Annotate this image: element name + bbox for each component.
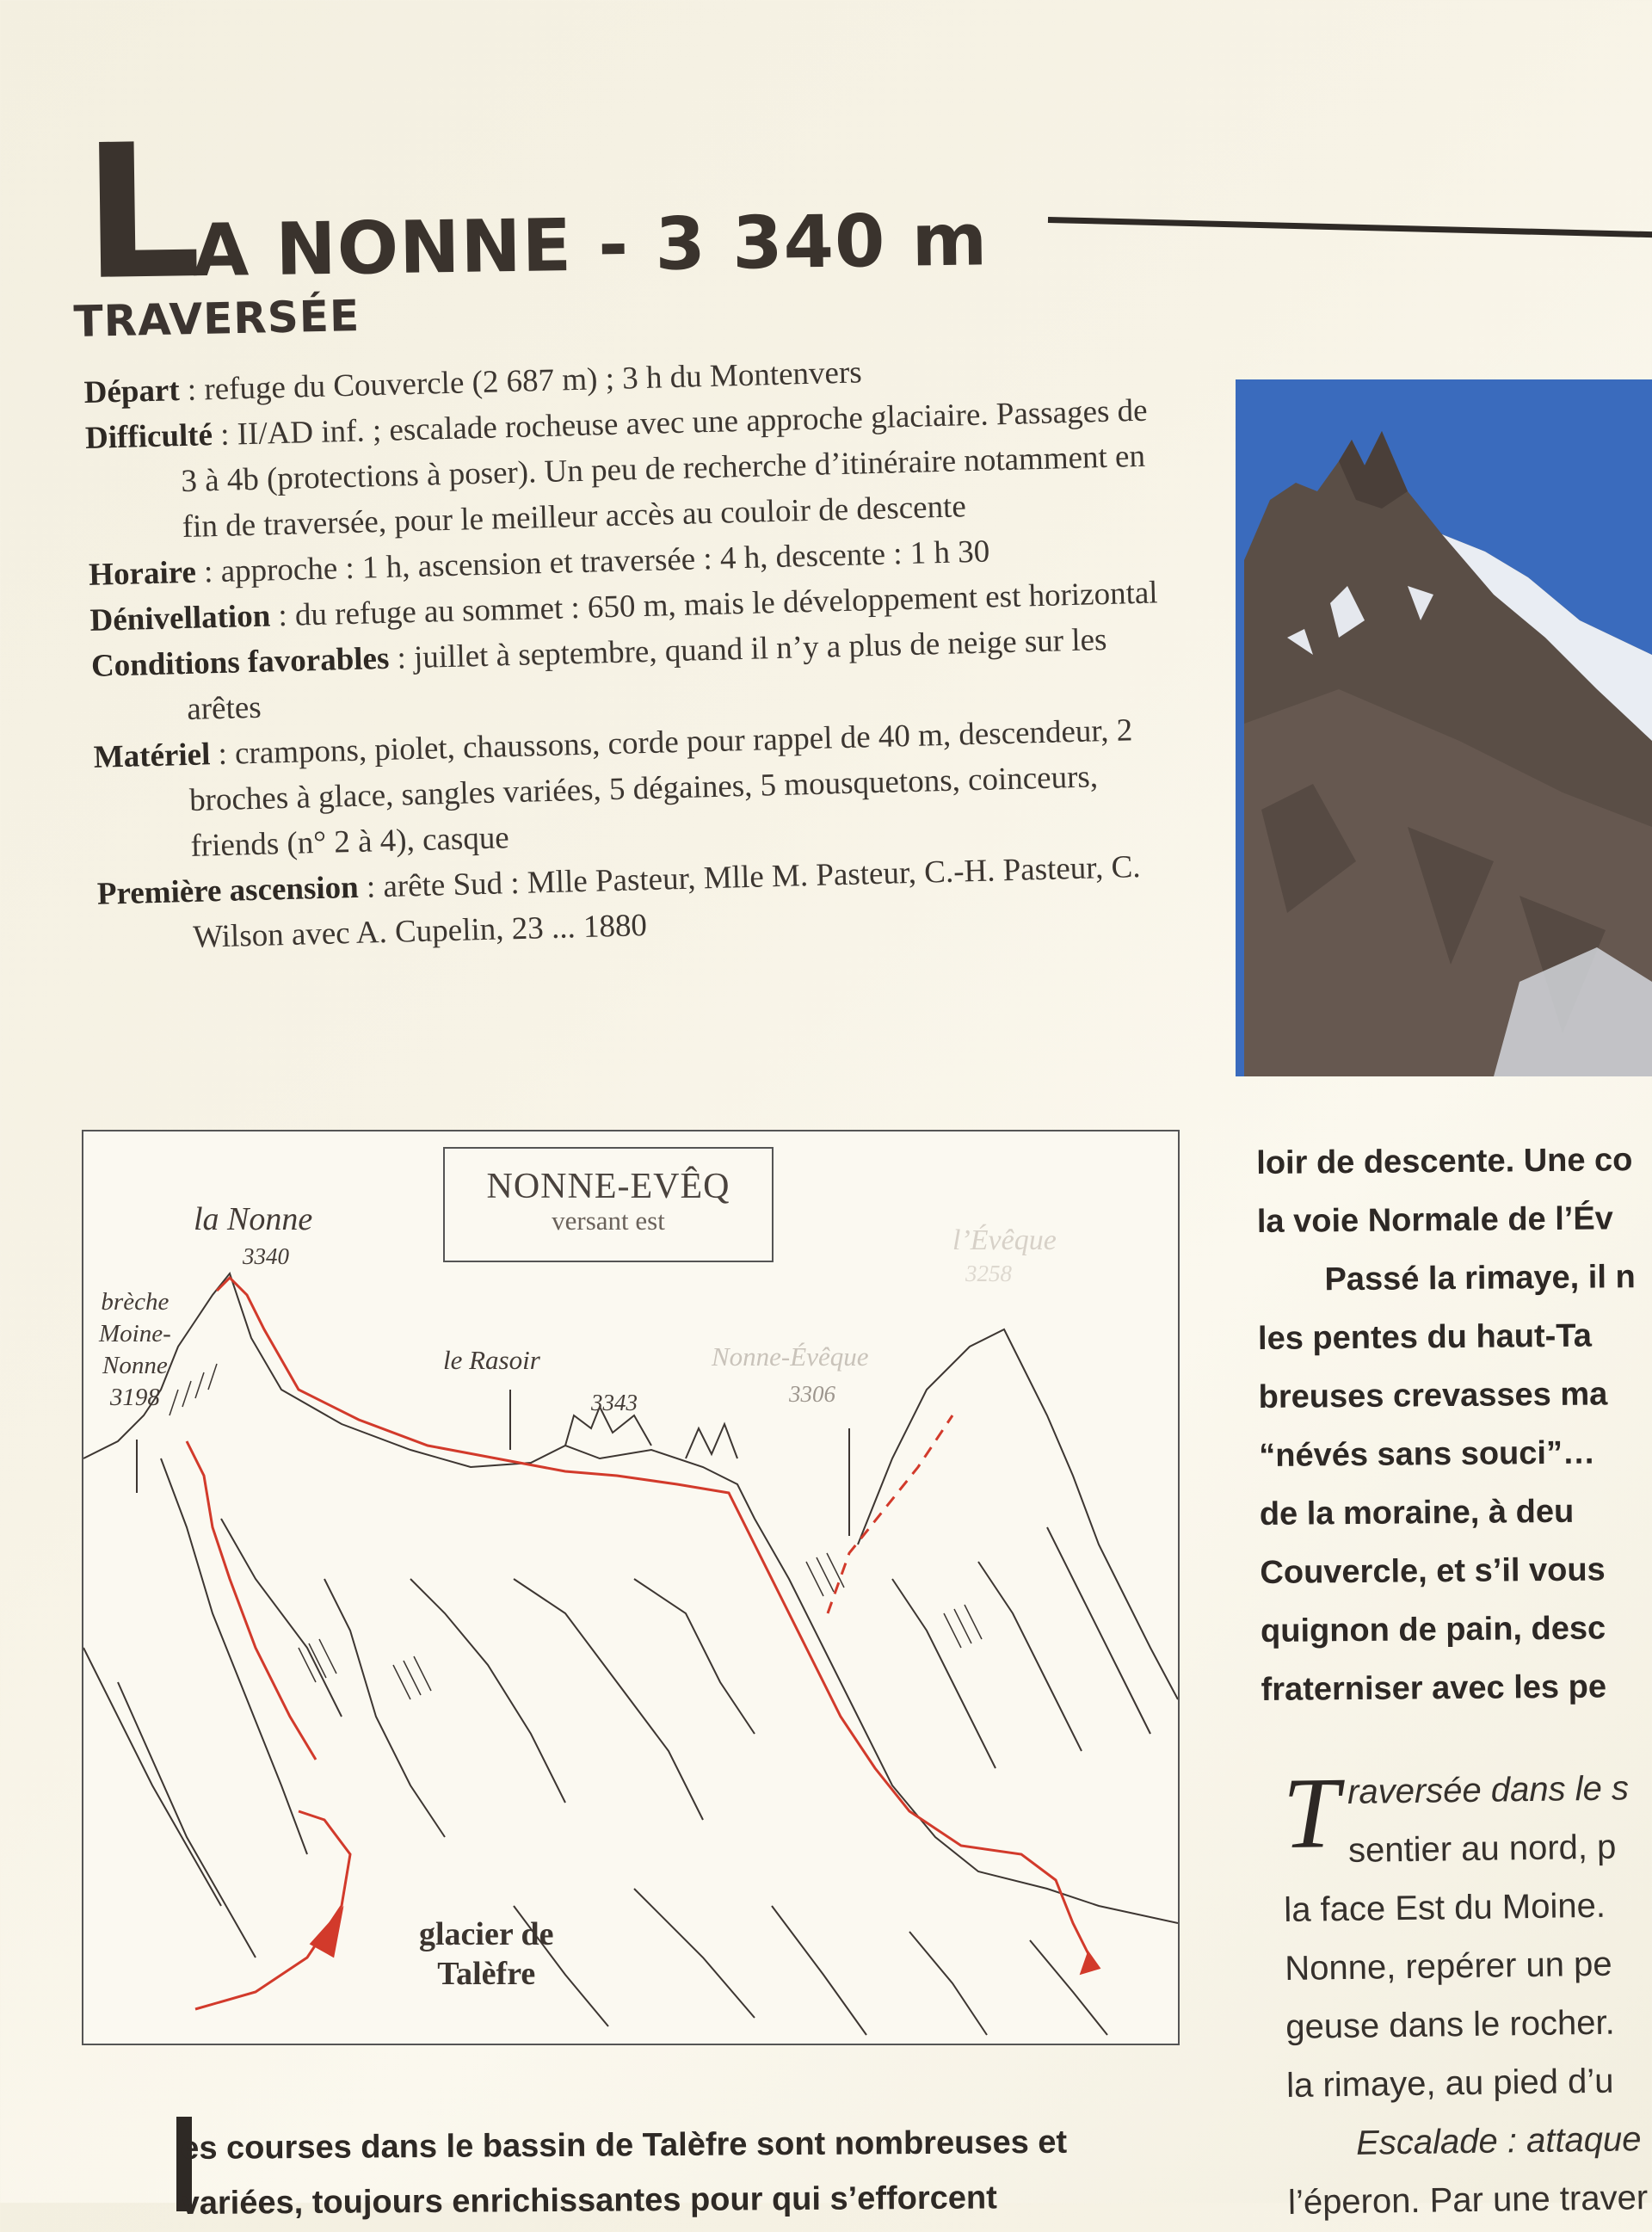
- spec-text: : approche : 1 h, ascension et traversée : 4 h, descente : 1 h 30: [195, 533, 990, 590]
- title-rule: [1048, 217, 1652, 238]
- spec-text: : juillet à septembre, quand il n’y a plus de neige sur les arêtes: [186, 621, 1107, 727]
- paragraph-dropcap: T: [1281, 1756, 1341, 1870]
- spec-text: : refuge du Couvercle (2 687 m) ; 3 h du Montenvers: [179, 355, 863, 409]
- label-glacier: glacier de Talèfre: [419, 1916, 554, 1992]
- text-line: l’éperon. Par une traver: [1287, 2179, 1649, 2222]
- spec-key: Horaire: [88, 554, 197, 593]
- diagram-title: NONNE-EVÊQ: [486, 1167, 730, 1206]
- right-column-text: [1256, 1131, 1652, 1719]
- text-line: les pentes du haut-Ta: [1257, 1317, 1593, 1357]
- diagram-subtitle: versant est: [552, 1205, 665, 1236]
- title-dropcap: L: [81, 103, 200, 321]
- page-subtitle: TRAVERSÉE: [73, 291, 361, 347]
- text-line: Passé la rimaye, il n: [1324, 1259, 1636, 1298]
- bottom-paragraph: [181, 2115, 1068, 2231]
- text-line: variées, toujours enrichissantes pour qui s’efforcent: [181, 2180, 997, 2222]
- mountain-photo: [1236, 379, 1652, 1076]
- text-line: geuse dans le rocher.: [1285, 2003, 1616, 2046]
- label-breche: brèche Moine- Nonne 3198: [99, 1288, 171, 1411]
- spec-key: Difficulté: [84, 417, 213, 456]
- spec-text: : crampons, piolet, chaussons, corde pour rappel de 40 m, descendeur, 2 broches à glace, sangles variées, 5 dégaines, 5 mousquetons, coinceurs, friends (n° 2 à 4), casque: [188, 712, 1133, 864]
- text-line: breuses crevasses ma: [1258, 1376, 1608, 1415]
- text-line: loir de descente. Une co: [1256, 1142, 1633, 1181]
- text-line: raversée dans le s: [1347, 1769, 1630, 1811]
- label-eveque: l’Évêque: [952, 1224, 1057, 1256]
- spec-text: : arête Sud : Mlle Pasteur, Mlle M. Pasteur, C.-H. Pasteur, C. Wilson avec A. Cupelin, 23 ... 1880: [192, 849, 1142, 955]
- text-line: Nonne, repérer un pe: [1285, 1945, 1612, 1988]
- spec-text: : II/AD inf. ; escalade rocheuse avec une approche glaciaire. Passages de 3 à 4b (protections à poser). Un peu de recherche d’itinéraire notamment en fin de traversée, pour le meilleur accès au couloir de descente: [180, 392, 1149, 546]
- text-line: Couvercle, et s’il vous: [1260, 1551, 1606, 1591]
- spec-key: Conditions favorables: [90, 640, 390, 684]
- text-line: Escalade : attaque: [1355, 2120, 1642, 2162]
- diagram-title-box: [443, 1147, 774, 1262]
- label-la-nonne-alt: 3340: [243, 1243, 289, 1269]
- route-diagram: [82, 1130, 1180, 2045]
- right-column-paragraph: [1282, 1758, 1652, 2232]
- spec-key: Matériel: [93, 737, 211, 775]
- label-alt-3343: 3343: [591, 1390, 638, 1415]
- text-line: sentier au nord, p: [1347, 1828, 1617, 1870]
- text-line: quignon de pain, desc: [1260, 1610, 1606, 1649]
- spec-key: Départ: [83, 373, 181, 410]
- title-text: A NONNE - 3 340 m: [192, 197, 989, 293]
- text-line: la face Est du Moine.: [1284, 1886, 1606, 1929]
- text-line: es courses dans le bassin de Talèfre sont nombreuses et: [181, 2124, 1068, 2167]
- spec-text: : du refuge au sommet : 650 m, mais le développement est horizontal: [269, 575, 1159, 634]
- label-nonne-eveque: Nonne-Évêque: [712, 1341, 869, 1372]
- text-line: “névés sans souci”…: [1259, 1434, 1596, 1474]
- spec-key: Dénivellation: [89, 598, 271, 638]
- label-nonne-eveque-alt: 3306: [789, 1381, 835, 1407]
- label-la-nonne: la Nonne: [194, 1201, 313, 1237]
- text-line: fraterniser avec les pe: [1261, 1668, 1607, 1708]
- label-eveque-alt: 3258: [965, 1261, 1012, 1286]
- text-line: de la moraine, à deu: [1259, 1493, 1575, 1532]
- spec-key: Première ascension: [96, 869, 360, 912]
- text-line: la rimaye, au pied d’u: [1285, 2062, 1614, 2105]
- route-specs: [83, 342, 1174, 962]
- text-line: la voie Normale de l’Év: [1256, 1200, 1614, 1240]
- label-rasoir: le Rasoir: [443, 1345, 540, 1375]
